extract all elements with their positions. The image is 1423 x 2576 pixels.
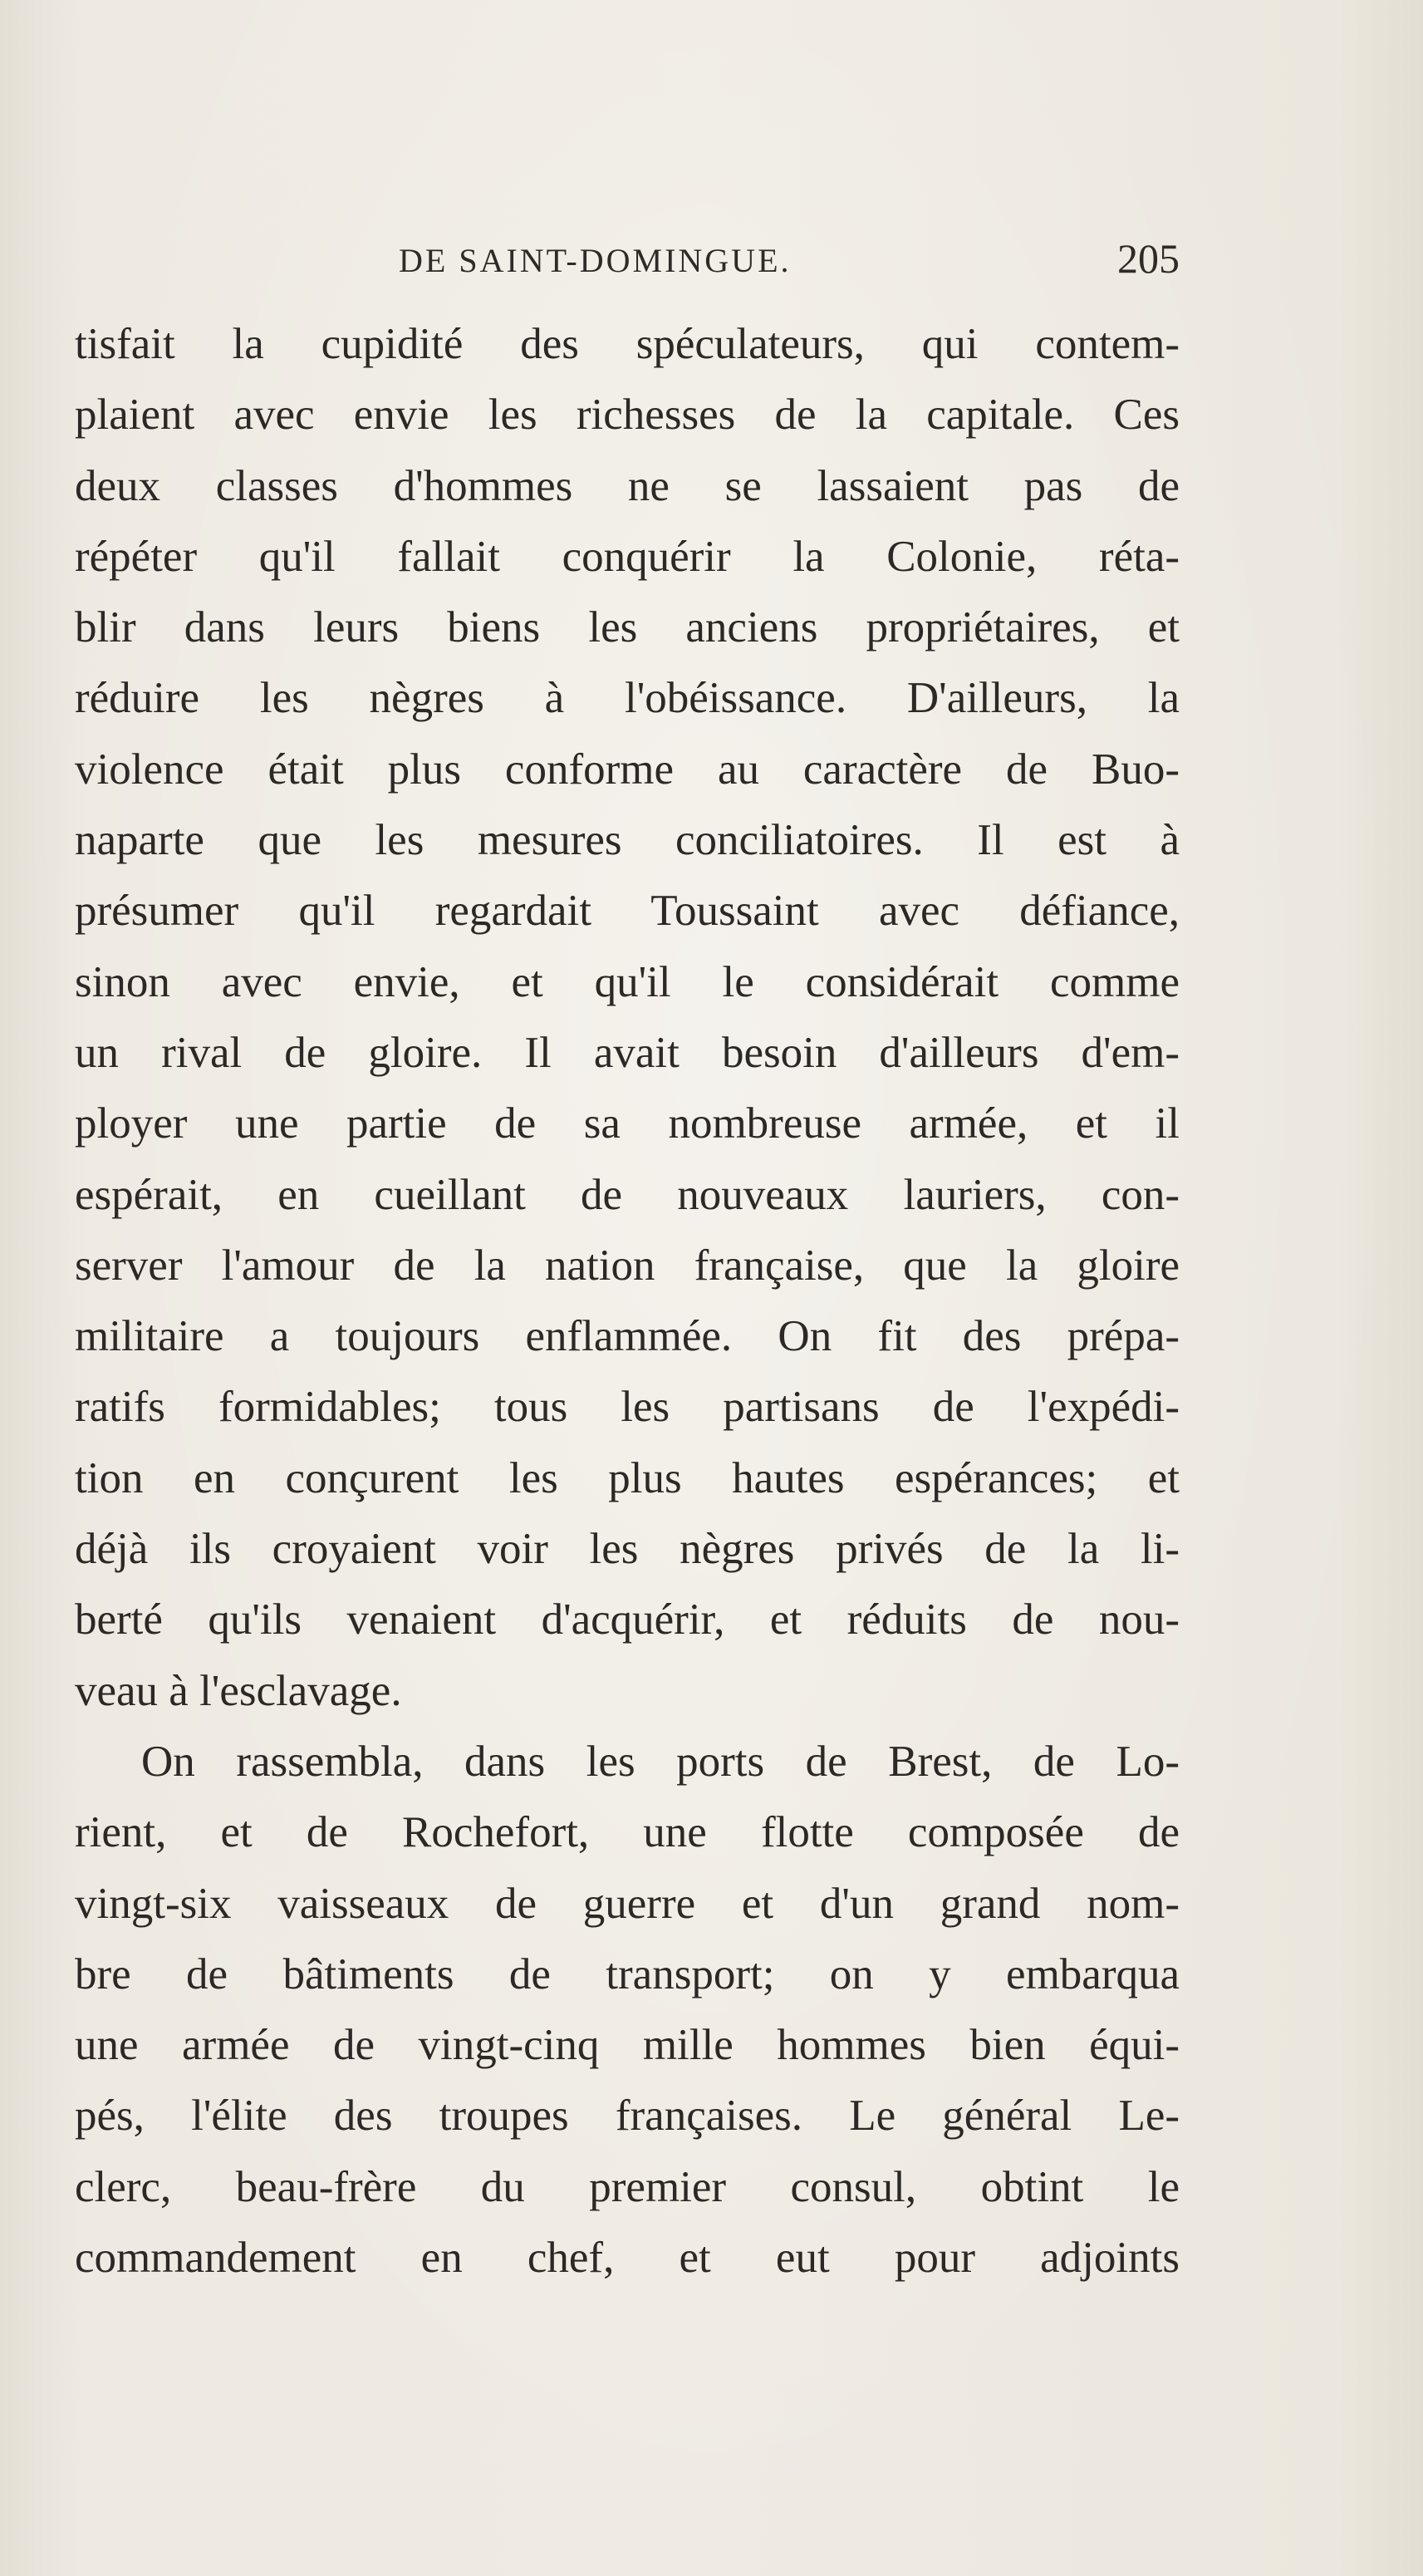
text-line: ratifs formidables; tous les partisans de l'expédi- (75, 1383, 1180, 1432)
text-line: plaient avec envie les richesses de la capitale. Ces (75, 391, 1180, 440)
text-line: rient, et de Rochefort, une flotte composée de (75, 1808, 1180, 1857)
text-line: répéter qu'il fallait conquérir la Colonie, réta- (75, 532, 1180, 581)
text-line: espérait, en cueillant de nouveaux lauriers, con- (75, 1170, 1180, 1219)
text-line: clerc, beau-frère du premier consul, obtint le (75, 2162, 1180, 2211)
text-line: pés, l'élite des troupes françaises. Le général Le- (75, 2092, 1180, 2141)
text-line: réduire les nègres à l'obéissance. D'ailleurs, la (75, 674, 1180, 723)
text-line: berté qu'ils venaient d'acquérir, et réduits de nou- (75, 1595, 1180, 1644)
text-line: deux classes d'hommes ne se lassaient pas de (75, 461, 1180, 510)
paragraph-2 (75, 1727, 1180, 2293)
body-text (75, 309, 1180, 2293)
text-line: un rival de gloire. Il avait besoin d'ailleurs d'em- (75, 1028, 1180, 1077)
text-line: blir dans leurs biens les anciens propriétaires, et (75, 603, 1180, 652)
text-line: vingt-six vaisseaux de guerre et d'un grand nom- (75, 1879, 1180, 1928)
text-line: une armée de vingt-cinq mille hommes bien équi- (75, 2021, 1180, 2070)
text-line: militaire a toujours enflammée. On fit des prépa- (75, 1312, 1180, 1361)
text-line: tisfait la cupidité des spéculateurs, qui contem- (75, 320, 1180, 368)
text-line: tion en conçurent les plus hautes espérances; et (75, 1453, 1180, 1502)
text-line: présumer qu'il regardait Toussaint avec défiance, (75, 887, 1180, 936)
running-title: DE SAINT-DOMINGUE. (399, 242, 792, 279)
text-line: bre de bâtiments de transport; on y embarqua (75, 1949, 1180, 1998)
text-line: On rassembla, dans les ports de Brest, de Lo- (141, 1737, 1180, 1786)
text-line: server l'amour de la nation française, que la gloire (75, 1241, 1180, 1290)
text-line: commandement en chef, et eut pour adjoints (75, 2234, 1180, 2283)
page-header (75, 235, 1180, 291)
paragraph-1 (75, 309, 1180, 1727)
text-line: sinon avec envie, et qu'il le considérait comme (75, 957, 1180, 1006)
text-line: ployer une partie de sa nombreuse armée, et il (75, 1099, 1180, 1148)
text-line: naparte que les mesures conciliatoires. Il est à (75, 816, 1180, 865)
text-line: veau à l'esclavage. (75, 1666, 402, 1715)
text-line: déjà ils croyaient voir les nègres privés de la li- (75, 1525, 1180, 1574)
page-number: 205 (1117, 235, 1180, 282)
text-line: violence était plus conforme au caractère de Buo- (75, 745, 1180, 794)
